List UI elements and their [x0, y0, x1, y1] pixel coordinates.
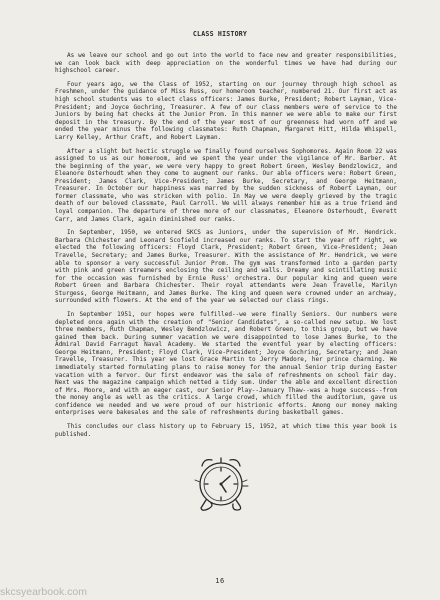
- paragraph-junior: In September, 1950, we entered SKCS as Juniors, under the supervision of Mr. Hendrick. Barbara Chichester and Leonard Scofield increased our ranks. To start the year off right, we elected the following officers: Floyd Clark, President; Robert Green, Vice-President; Jean Travelle, Secretary; and James Burke, Treasurer. With the assistance of Mr. Hendrick, we were able to sponsor a very successful Junior Prom. The gym was transformed into a garden party with pink and green streamers enclosing the ceiling and walls. Dreamy and scintillating music for the occasion was furnished by Ernie Russ' orchestra. Our popular king and queen were Robert Green and Barbara Chichester. Their royal attendants were Jean Travelle, Marilyn Sturgess, George Heitmann, and James Burke. The king and queen were crowned under an archway, surrounded with flowers. At the end of the year we selected our class rings.: [55, 229, 397, 305]
- paragraph-freshman: Four years ago, we the Class of 1952, starting on our journey through high school as Freshmen, under the guidance of Miss Russ, our homeroom teacher, numbered 21. Our first act as high school students was to elect class officers: James Burke, President; Robert Layman, Vice-President; and Joyce Gochring, Treasurer. A few of our class members were of service to the Juniors by being hat checks at the Junior Prom. In this manner we were able to make our first deposit in the treasury. By the end of the year most of our greenness had worn off and we ended the year minus the following classmates: Ruth Chapman, Margaret Hitt, Hilda Whispell, Larry Kelley, Arthur Craft, and Robert Layman.: [55, 80, 397, 141]
- paragraph-senior: In September 1951, our hopes were fulfilled--we were finally Seniors. Our numbers were depleted once again with the creation of "Senior Candidates", a so-called new setup. We lost three members, Ruth Chapman, Wesley Bendzlowicz, and Robert Green, to this group, but we have gained them back. During summer vacation we were disappointed to lose James Burke, to the Admiral David Farragut Naval Academy. We started the eventful year by electing officers: George Heitmann, President; Floyd Clark, Vice-President; Joyce Gochring, Secretary; and Jean Travelle, Treasurer. This year we lost Grace Martin to Jerry Madore, her prince charming. We immediately started formulating plans to raise money for the annual Senior trip during Easter vacation with a fervor. Our first endeavor was the sale of refreshments on school fair day. Next was the magazine campaign which netted a tidy sum. Under the able and excellent direction of Mrs. Moore, and with an eager cast, our Senior Play--January Thaw--was a huge success--from the money angle as well as the critics. A large crowd, which filled the auditorium, gave us confidence we needed and we were proud of our histrionic efforts. Among our money making enterprises were bakesales and the sale of refreshments during basketball games.: [55, 311, 397, 417]
- paragraph-sophomore: After a slight but hectic struggle we finally found ourselves Sophomores. Again Room 22 was assigned to us as our homeroom, and we spent the year under the vigilance of Mr. Barber. At the beginning of the year, we were very happy to greet Robert Green, Wesley Bendzlowicz, and Eleanore Osterhoudt when they come to augment our ranks. Our able officers were: Robert Green, President; James Clark, Vice-President; James Burke, Secretary, and George Heitmann, Treasurer. In October our happiness was marred by the sudden sickness of Robert Layman, our former classmate, who was stricken with polio. In May we were deeply grieved by the tragic death of our beloved classmate, Paul Carroll. We will always remember him as a true friend and loyal companion. The departure of three more of our classmates, Eleanore Osterhoudt, Everett Carr, and James Clark, again diminished our ranks.: [55, 147, 397, 223]
- paragraph-conclusion: This concludes our class history up to February 15, 1952, at which time this year book is published.: [55, 423, 397, 438]
- history-text: [55, 52, 397, 444]
- page-title: CLASS HISTORY: [192, 30, 248, 38]
- page-number: 16: [215, 577, 225, 585]
- alarm-clock-icon: [192, 452, 250, 522]
- paragraph-intro: As we leave our school and go out into the world to face new and greater responsibilities, we can look back with deep appreciation on the wonderful times we have had during our highschool career.: [55, 52, 397, 75]
- site-watermark: skcsyearbook.com: [0, 586, 87, 598]
